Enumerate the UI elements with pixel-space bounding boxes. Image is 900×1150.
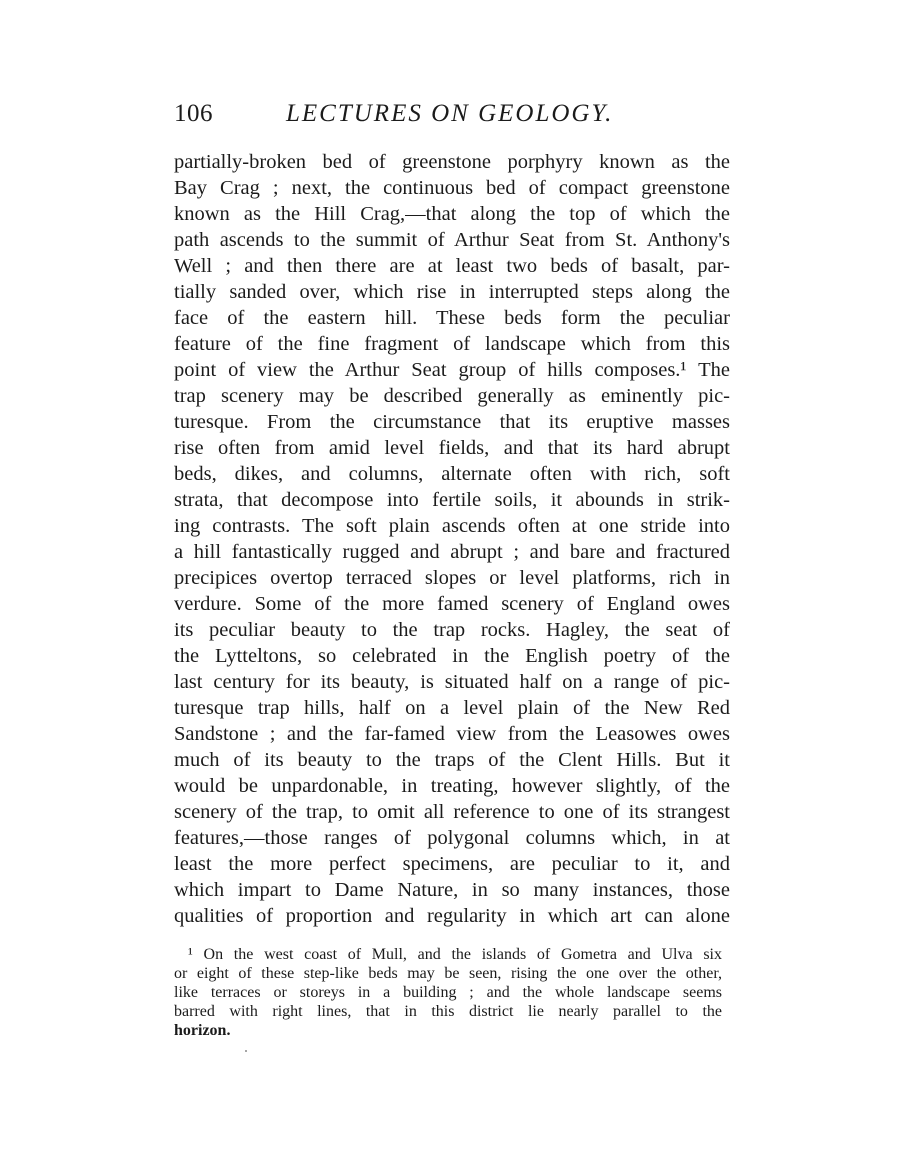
text-line: precipices overtop terraced slopes or level platforms, rich in [174, 567, 730, 589]
footnote-line: or eight of these step-like beds may be seen, rising the one over the other, [174, 965, 722, 982]
text-line: least the more perfect specimens, are peculiar to it, and [174, 853, 730, 875]
text-line: trap scenery may be described generally as eminently pic- [174, 385, 730, 407]
text-line: scenery of the trap, to omit all reference to one of its strangest [174, 801, 730, 823]
text-line: Sandstone ; and the far-famed view from the Leasowes owes [174, 723, 730, 745]
text-line: beds, dikes, and columns, alternate often with rich, soft [174, 463, 730, 485]
text-line: last century for its beauty, is situated half on a range of pic- [174, 671, 730, 693]
text-line: which impart to Dame Nature, in so many instances, those [174, 879, 730, 901]
text-line: Bay Crag ; next, the continuous bed of compact greenstone [174, 177, 730, 199]
text-line: the Lytteltons, so celebrated in the English poetry of the [174, 645, 730, 667]
text-line: Well ; and then there are at least two beds of basalt, par- [174, 255, 730, 277]
text-line: turesque trap hills, half on a level plain of the New Red [174, 697, 730, 719]
text-line: strata, that decompose into fertile soils, it abounds in strik- [174, 489, 730, 511]
body-text [174, 149, 730, 929]
text-line: would be unpardonable, in treating, however slightly, of the [174, 775, 730, 797]
ink-speck [245, 1050, 247, 1052]
footnote-line: barred with right lines, that in this district lie nearly parallel to the [174, 1003, 722, 1020]
text-line: its peculiar beauty to the trap rocks. Hagley, the seat of [174, 619, 730, 641]
text-line: turesque. From the circumstance that its eruptive masses [174, 411, 730, 433]
footnote-line: horizon. [174, 1022, 231, 1039]
footnote-line: ¹ On the west coast of Mull, and the islands of Gometra and Ulva six [188, 946, 722, 963]
text-line: point of view the Arthur Seat group of hills composes.¹ The [174, 359, 730, 381]
text-line: path ascends to the summit of Arthur Seat from St. Anthony's [174, 229, 730, 251]
text-line: partially-broken bed of greenstone porphyry known as the [174, 151, 730, 173]
running-head [174, 100, 734, 134]
text-line: known as the Hill Crag,—that along the top of which the [174, 203, 730, 225]
text-line: much of its beauty to the traps of the Clent Hills. But it [174, 749, 730, 771]
footnote [174, 945, 722, 1040]
text-line: a hill fantastically rugged and abrupt ; and bare and fractured [174, 541, 730, 563]
footnote-line: like terraces or storeys in a building ; and the whole landscape seems [174, 984, 722, 1001]
text-line: feature of the fine fragment of landscape which from this [174, 333, 730, 355]
text-line: qualities of proportion and regularity in which art can alone [174, 905, 730, 927]
text-line: face of the eastern hill. These beds form the peculiar [174, 307, 730, 329]
text-line: features,—those ranges of polygonal columns which, in at [174, 827, 730, 849]
page-number: 106 [174, 100, 213, 127]
running-title: LECTURES ON GEOLOGY. [286, 100, 614, 127]
text-line: ing contrasts. The soft plain ascends often at one stride into [174, 515, 730, 537]
text-line: rise often from amid level fields, and that its hard abrupt [174, 437, 730, 459]
text-line: verdure. Some of the more famed scenery of England owes [174, 593, 730, 615]
text-line: tially sanded over, which rise in interrupted steps along the [174, 281, 730, 303]
